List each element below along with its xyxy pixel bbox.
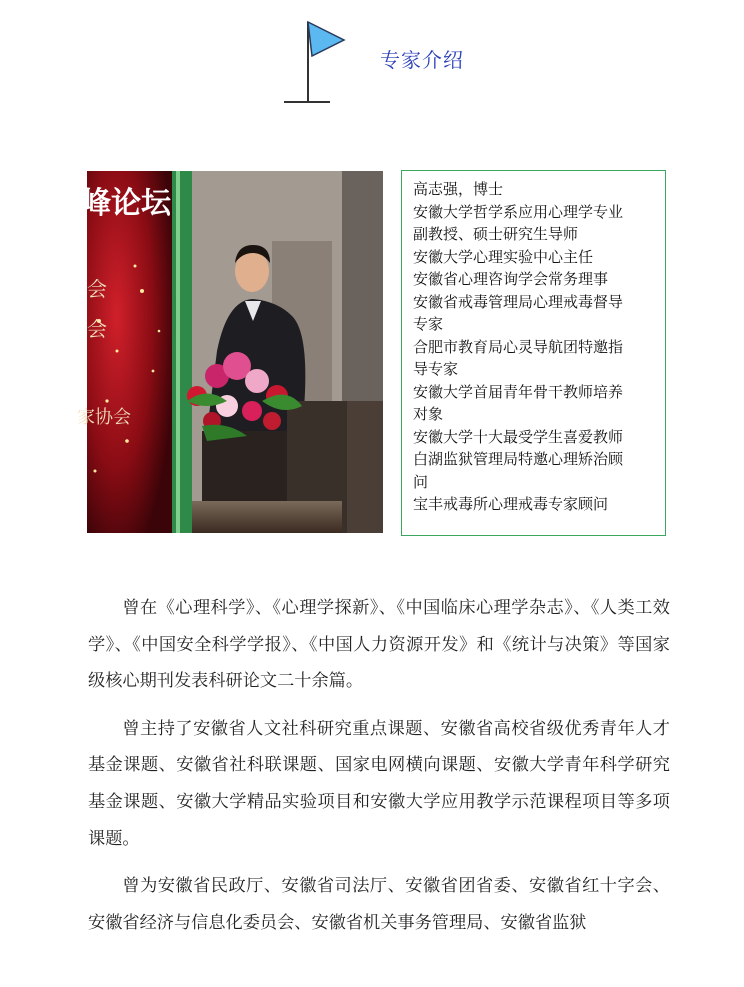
banner-text: 家协会 — [77, 407, 131, 428]
bio-line: 对象 — [413, 405, 444, 423]
bio-line: 专家 — [413, 315, 444, 333]
bio-line: 安徽大学哲学系应用心理学专业 — [413, 202, 624, 221]
bio-line: 安徽省戒毒管理局心理戒毒督导 — [413, 292, 624, 311]
bio-line: 导专家 — [413, 360, 459, 378]
page-title: 专家介绍 — [380, 48, 464, 72]
paragraph-publications: 曾在《心理科学》、《心理学探新》、《中国临床心理学杂志》、《人类工效学》、《中国安全科学学报》、《中国人力资源开发》和《统计与决策》等国家级核心期刊发表科研论文二十余篇。 — [88, 598, 670, 692]
bio-line: 副教授、硕士研究生导师 — [413, 225, 579, 243]
bio-line: 合肥市教育局心灵导航团特邀指 — [413, 337, 624, 356]
paragraph-services: 曾为安徽省民政厅、安徽省司法厅、安徽省团省委、安徽省红十字会、安徽省经济与信息化委员会、安徽省机关事务管理局、安徽省监狱 — [88, 876, 670, 933]
banner-text: 会 — [87, 317, 107, 341]
flag-icon — [282, 18, 352, 108]
bio-line: 安徽大学首届青年骨干教师培养 — [413, 382, 624, 401]
bio-line: 安徽大学十大最受学生喜爱教师 — [413, 427, 624, 446]
banner-text: 峰论坛 — [81, 186, 171, 221]
bio-line: 白湖监狱管理局特邀心理矫治顾 — [413, 450, 624, 468]
paragraph-projects: 曾主持了安徽省人文社科研究重点课题、安徽省高校省级优秀青年人才基金课题、安徽省社科联课题、国家电网横向课题、安徽大学青年科学研究基金课题、安徽大学精品实验项目和安徽大学应用教学示范课程项目等多项课题。 — [88, 718, 670, 849]
bio-line: 安徽大学心理实验中心主任 — [413, 247, 594, 266]
bio-line: 高志强，博士 — [413, 180, 504, 198]
bio-line: 宝丰戒毒所心理戒毒专家顾问 — [413, 495, 609, 513]
bio-line: 安徽省心理咨询学会常务理事 — [413, 270, 609, 288]
body-text — [88, 590, 670, 952]
banner-text: 会 — [87, 277, 107, 301]
bio-line: 问 — [413, 472, 429, 491]
bio-box — [401, 170, 666, 536]
speaker-photo — [77, 171, 383, 533]
